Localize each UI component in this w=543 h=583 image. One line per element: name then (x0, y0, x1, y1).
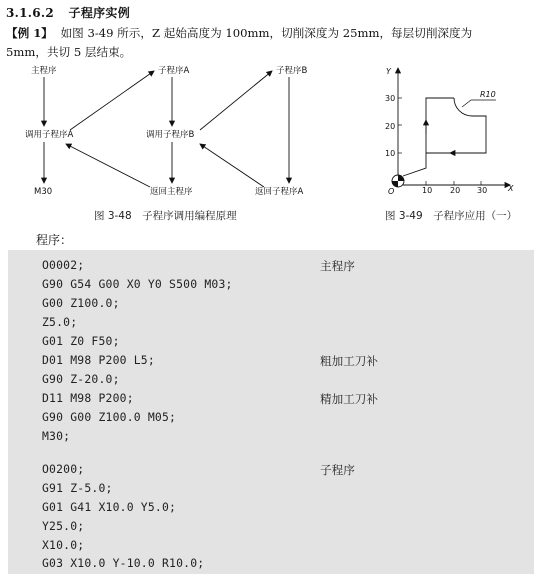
x-axis-label: X (508, 184, 514, 193)
arrow-call-b-to-sub-b (200, 71, 272, 130)
code-line: Y25.0; (42, 519, 85, 533)
code-comment: 主程序 (320, 259, 355, 273)
y-tick-20: 20 (385, 122, 396, 131)
node-return-a: 返回子程序A (255, 187, 304, 197)
code-line: G90 G00 Z100.0 M05; (42, 410, 177, 424)
toolpath-diagram (385, 67, 514, 196)
code-line: O0200; (42, 462, 85, 476)
code-line: G91 Z-5.0; (42, 481, 113, 495)
code-line: G90 G54 G00 X0 Y0 S500 M03; (42, 277, 233, 291)
arrow-call-a-to-sub-a (70, 71, 154, 130)
code-comment: 精加工刀补 (320, 392, 378, 406)
subroutine-call-diagram (25, 65, 308, 197)
code-line: D11 M98 P200; (42, 391, 134, 405)
arrow-return-main-to-call-a (66, 144, 150, 187)
code-line: G03 X10.0 Y-10.0 R10.0; (42, 556, 205, 570)
example-text-1: 如图 3-49 所示，Z 起始高度为 100mm，切削深度为 25mm，每层切削深度为 (60, 26, 473, 40)
node-call-a: 调用子程序A (25, 130, 74, 140)
code-comment: 子程序 (320, 463, 355, 477)
radius-leader (462, 100, 471, 107)
section-heading (6, 4, 130, 21)
code-line: Z5.0; (42, 315, 78, 329)
origin-label: O (388, 187, 395, 196)
toolpath-line (403, 98, 454, 176)
code-line: M30; (42, 429, 71, 443)
code-line: D01 M98 P200 L5; (42, 353, 155, 367)
code-listing (8, 250, 534, 574)
y-tick-10: 10 (385, 149, 396, 158)
code-line: G01 G41 X10.0 Y5.0; (42, 500, 177, 514)
x-tick-30: 30 (477, 186, 488, 195)
y-tick-30: 30 (385, 94, 396, 103)
code-line: G01 Z0 F50; (42, 334, 120, 348)
arrow-return-a-to-call-b (200, 144, 264, 187)
code-comment: 粗加工刀补 (320, 354, 378, 368)
code-line: G90 Z-20.0; (42, 372, 120, 386)
example-line-2: 5mm，共切 5 层结束。 (6, 45, 132, 59)
code-line: O0002; (42, 258, 85, 272)
code-line: G00 Z100.0; (42, 296, 120, 310)
section-number: 3.1.6.2 (6, 6, 55, 20)
node-return-main: 返回主程序 (150, 187, 193, 197)
section-title: 子程序实例 (68, 6, 131, 20)
x-tick-10: 10 (422, 186, 433, 195)
node-call-b: 调用子程序B (146, 130, 195, 140)
node-sub-a: 子程序A (158, 66, 190, 76)
arc-radius-label: R10 (480, 90, 496, 99)
node-m30: M30 (34, 187, 53, 197)
figure-49-caption: 图 3-49 子程序应用（一） (385, 210, 518, 222)
node-sub-b: 子程序B (276, 66, 308, 76)
x-tick-20: 20 (450, 186, 461, 195)
code-line: X10.0; (42, 538, 85, 552)
y-axis-label: Y (386, 67, 391, 76)
example-label: 【例 1】 (6, 26, 53, 40)
figures-area (0, 58, 543, 228)
figure-48-caption: 图 3-48 子程序调用编程原理 (94, 210, 237, 222)
toolpath-contour (426, 98, 486, 153)
example-line-1 (6, 25, 472, 41)
program-label: 程序： (36, 233, 73, 247)
node-main: 主程序 (31, 66, 57, 76)
